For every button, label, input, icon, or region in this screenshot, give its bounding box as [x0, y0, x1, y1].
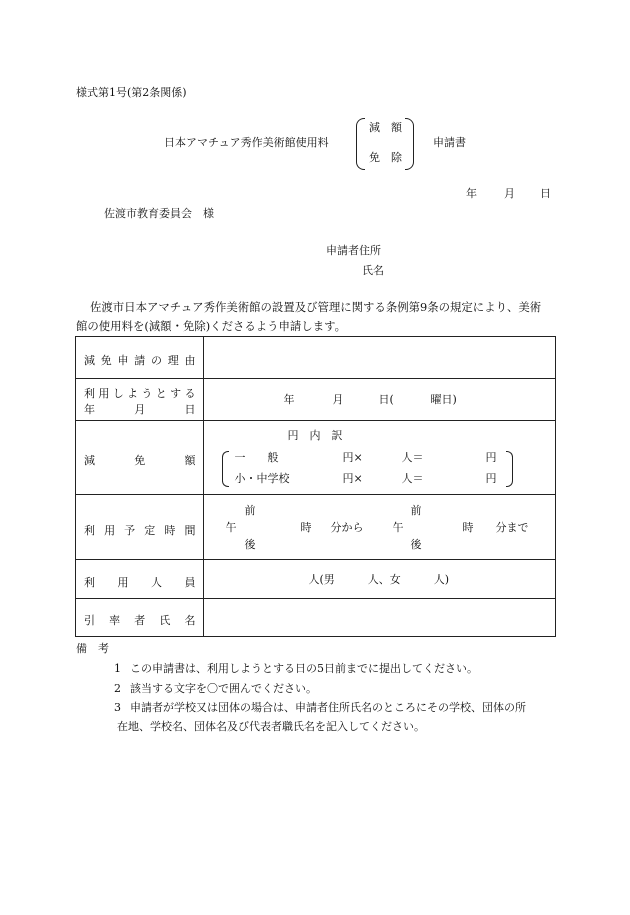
- student-people-eq: 人＝: [401, 472, 424, 485]
- applicant-name-label: 氏名: [362, 264, 384, 277]
- label-number-of-users: [84, 574, 195, 590]
- table-row-amount: [76, 421, 556, 495]
- label-intended-date-line2: [84, 401, 195, 417]
- label-char: 減: [84, 454, 95, 467]
- start-noon: 午: [225, 521, 237, 534]
- note-3-num: 3: [114, 701, 121, 714]
- label-char: 率: [109, 614, 121, 627]
- note-1-text: この申請書は、利用しようとする日の5日前までに提出してください。: [130, 662, 478, 675]
- date-month: 月: [504, 187, 515, 200]
- table-row-leader: [76, 599, 556, 637]
- general-yen: 円: [485, 451, 497, 464]
- label-char: 利: [84, 576, 95, 589]
- breakdown-bracket-right: [506, 451, 513, 487]
- title-bracket-right: [405, 118, 414, 170]
- label-reduction-amount: [84, 452, 195, 468]
- body-text-line1: 佐渡市日本アマチュア秀作美術館の設置及び管理に関する条例第9条の規定により、美術: [90, 300, 542, 314]
- end-until: 分まで: [495, 521, 529, 534]
- date-day: 日: [540, 187, 551, 200]
- label-planned-time: 利用予定時間: [84, 524, 196, 537]
- breakdown-bracket-left: [222, 451, 229, 487]
- label-char: 氏: [159, 614, 171, 627]
- table-row-time: [76, 495, 556, 560]
- general-yen-times: 円×: [342, 451, 363, 464]
- title-option-exemption: 免 除: [369, 151, 402, 164]
- end-hour: 時: [462, 521, 474, 534]
- label-year: 年: [84, 403, 95, 416]
- field-number-of-users[interactable]: [204, 560, 556, 599]
- label-char: 員: [184, 576, 196, 589]
- start-pm: 後: [244, 538, 256, 551]
- label-char: 額: [184, 454, 196, 467]
- general-people-eq: 人＝: [401, 451, 424, 464]
- title-option-reduction: 減 額: [369, 121, 402, 134]
- end-am: 前: [410, 504, 422, 517]
- field-reason[interactable]: [204, 337, 556, 379]
- field-leader-name[interactable]: [204, 599, 556, 637]
- application-table: [75, 336, 556, 637]
- users-breakdown: 人(男 人、女 人): [308, 573, 450, 586]
- title-prefix: 日本アマチュア秀作美術館使用料: [164, 136, 329, 149]
- start-from: 分から: [330, 521, 364, 534]
- title-bracket-left: [356, 118, 365, 170]
- date-year-text: 年: [283, 393, 295, 406]
- note-1-num: 1: [114, 662, 121, 675]
- label-leader-name: [84, 612, 195, 628]
- label-char: 者: [134, 614, 146, 627]
- applicant-address-label: 申請者住所: [326, 244, 381, 257]
- start-hour: 時: [300, 521, 312, 534]
- label-char: 免: [134, 454, 146, 467]
- label-day: 日: [184, 403, 196, 416]
- table-row-date: [76, 379, 556, 421]
- start-am: 前: [244, 504, 256, 517]
- general-label: 一 般: [234, 451, 279, 464]
- student-yen: 円: [485, 472, 497, 485]
- date-day-text: 日(: [378, 393, 394, 406]
- breakdown-title: 円 内 訳: [287, 429, 343, 442]
- form-number: 様式第1号(第2条関係): [76, 86, 187, 99]
- field-planned-time[interactable]: [204, 495, 556, 560]
- note-3-text: 申請者が学校又は団体の場合は、申請者住所氏名のところにその学校、団体の所: [130, 701, 526, 714]
- label-intended-date-line1: 利用しようとする: [84, 387, 196, 400]
- end-pm: 後: [410, 538, 422, 551]
- date-month-text: 月: [332, 393, 344, 406]
- note-2-num: 2: [114, 682, 121, 695]
- table-row-reason: [76, 337, 556, 379]
- label-char: 人: [150, 576, 162, 589]
- date-weekday-text: 曜日): [430, 393, 457, 406]
- student-yen-times: 円×: [342, 472, 363, 485]
- date-year: 年: [466, 187, 477, 200]
- end-noon: 午: [392, 521, 404, 534]
- field-intended-date[interactable]: [204, 379, 556, 421]
- field-reduction-amount[interactable]: [204, 421, 556, 495]
- label-reason: 減免申請の理由: [84, 354, 196, 367]
- student-label: 小・中学校: [234, 472, 290, 485]
- note-3-text-cont: 在地、学校名、団体名及び代表者職氏名を記入してください。: [117, 720, 425, 733]
- notes-heading: 備 考: [76, 642, 109, 655]
- body-text-line2: 館の使用料を(減額・免除)くださるよう申請します。: [76, 319, 346, 333]
- label-char: 引: [84, 614, 95, 627]
- label-char: 名: [184, 614, 196, 627]
- label-month: 月: [134, 403, 146, 416]
- label-char: 用: [117, 576, 129, 589]
- title-suffix: 申請書: [433, 136, 466, 149]
- note-2-text: 該当する文字を〇で囲んでください。: [130, 682, 317, 695]
- table-row-users: [76, 560, 556, 599]
- addressee: 佐渡市教育委員会 様: [104, 207, 214, 220]
